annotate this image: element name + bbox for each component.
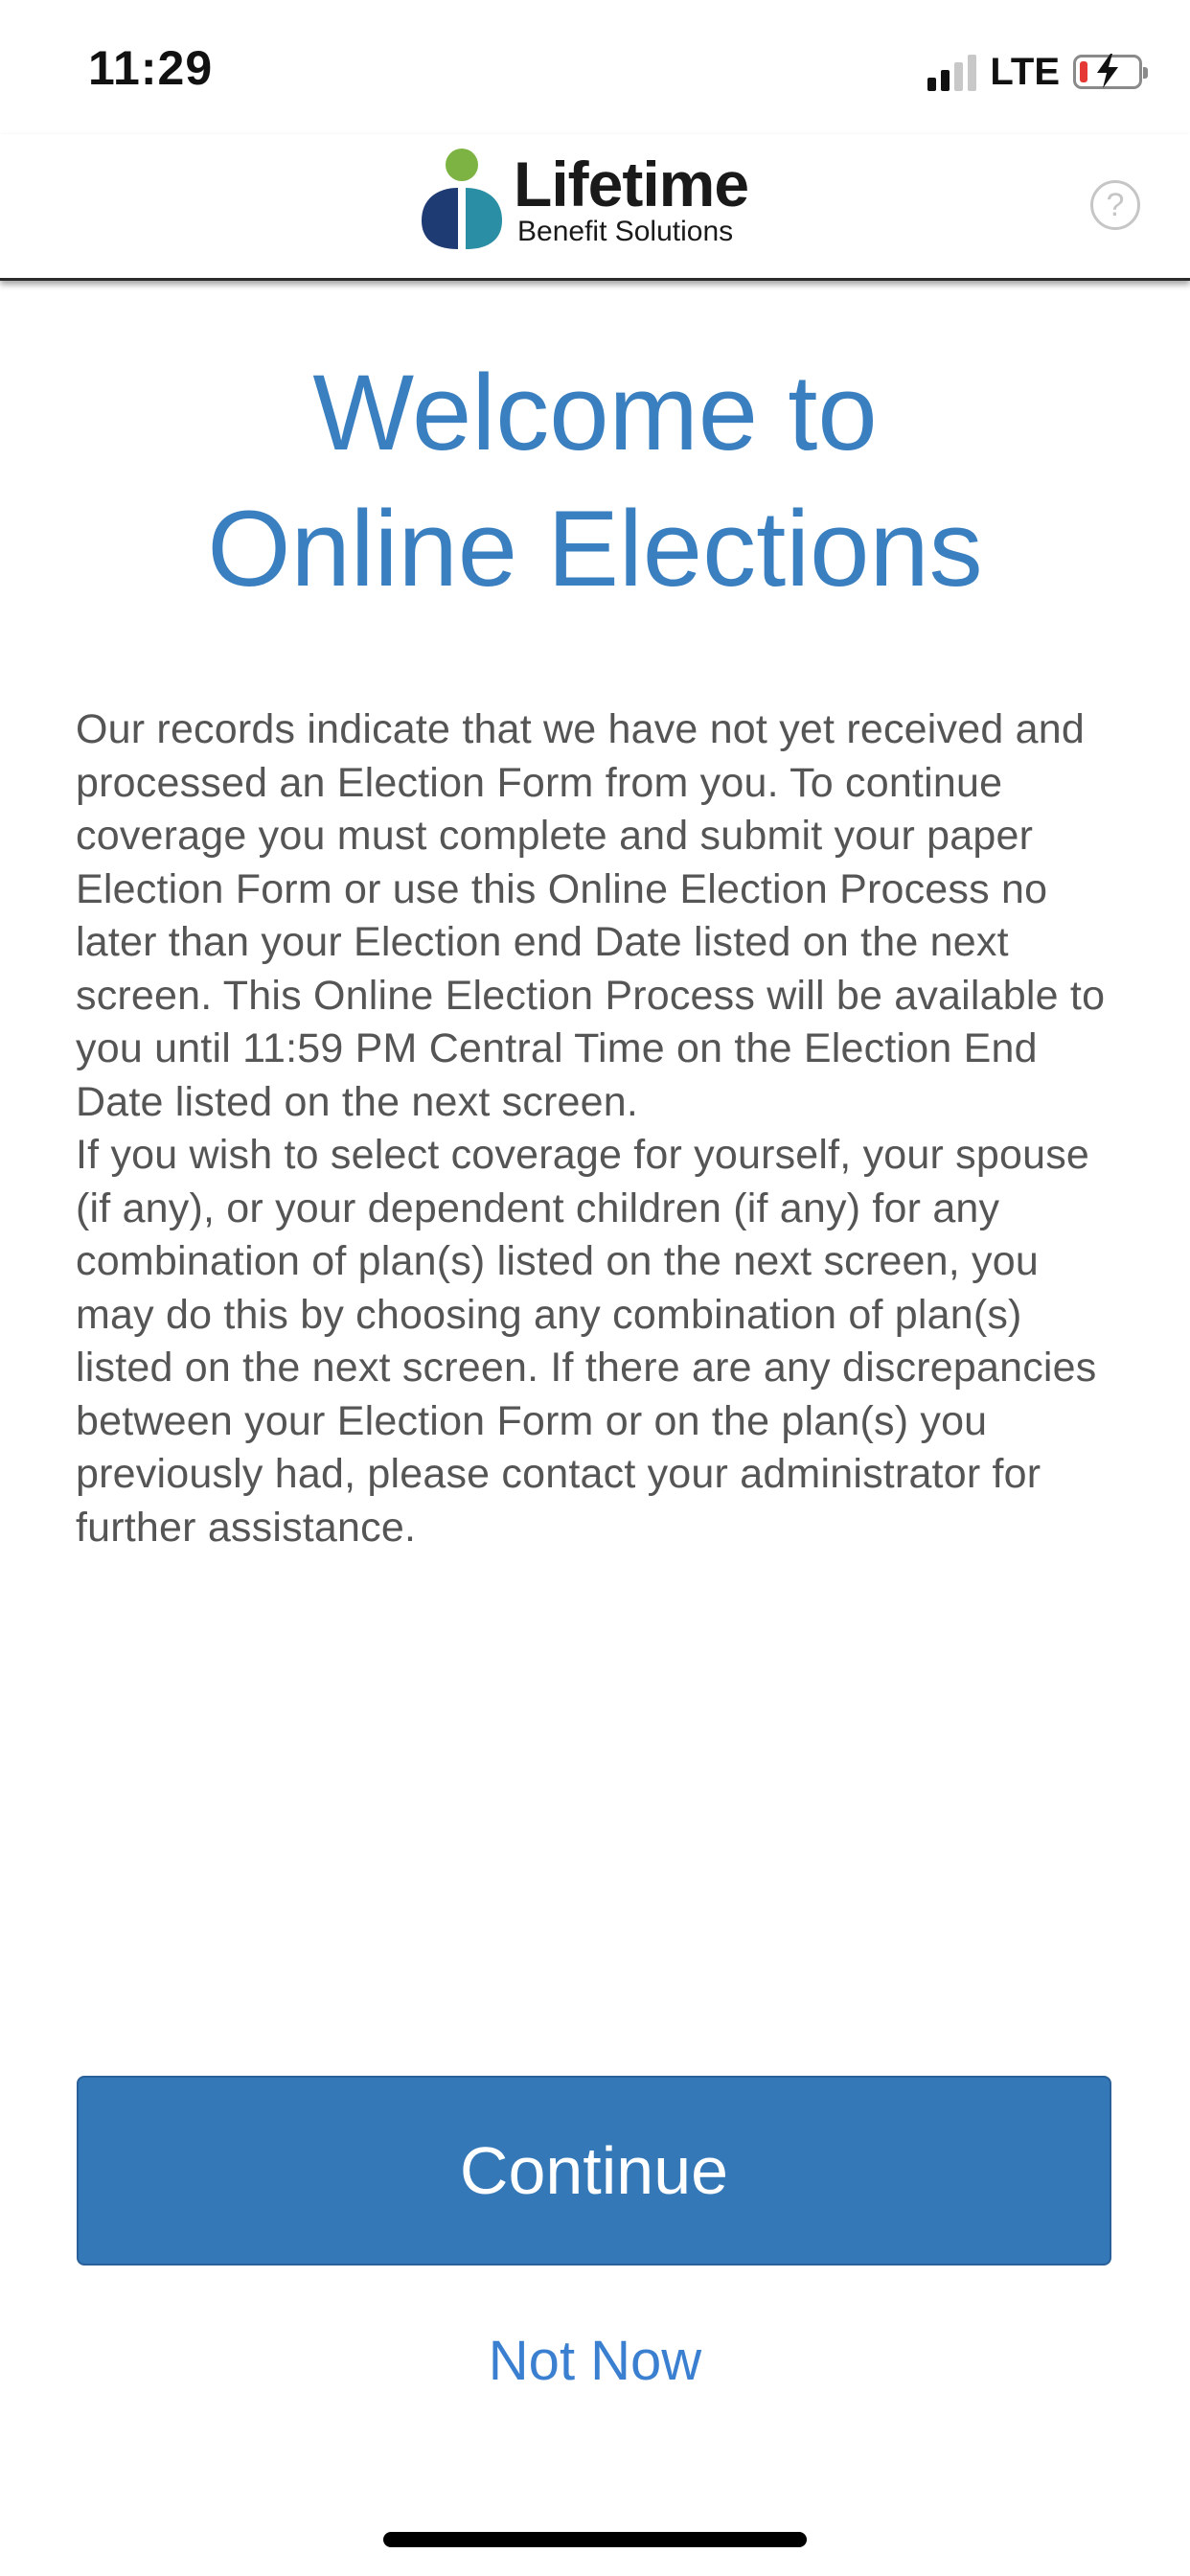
- help-icon[interactable]: [1090, 180, 1140, 230]
- battery-charging-icon: [1073, 55, 1142, 89]
- status-indicators: [927, 48, 1142, 96]
- info-paragraph-2: If you wish to select coverage for yourself, your spouse (if any), or your dependent children (if any) for any combination of plan(s) listed on the next screen, you may do this by choosing any combination of plan(s) listed on the next screen. If there are any discrepancies between your Election Form or on the plan(s) you previously had, please contact your administrator for further assistance.: [76, 1132, 1097, 1551]
- page-title-line1: Welcome to: [312, 353, 878, 472]
- help-icon-glyph: ?: [1106, 186, 1125, 223]
- election-info-text: [76, 703, 1125, 1554]
- page-title-line2: Online Elections: [207, 489, 983, 609]
- network-type: LTE: [990, 50, 1060, 93]
- logo-title: Lifetime: [514, 149, 749, 219]
- logo-mark-icon: [420, 148, 504, 253]
- app-header: [0, 134, 1190, 281]
- lifetime-logo: [420, 148, 748, 253]
- status-time: 11:29: [88, 41, 214, 95]
- home-indicator[interactable]: [383, 2532, 807, 2547]
- not-now-link[interactable]: Not Now: [488, 2330, 702, 2392]
- signal-icon: [927, 53, 976, 91]
- continue-button[interactable]: Continue: [77, 2076, 1111, 2266]
- status-bar: [0, 0, 1190, 134]
- page-title: [0, 345, 1190, 617]
- logo-subtitle: Benefit Solutions: [517, 216, 734, 247]
- info-paragraph-1: Our records indicate that we have not yet received and processed an Election Form from you. To continue coverage you must complete and submit your paper Election Form or use this Online Election Process no later than your Election end Date listed on the next screen. This Online Election Process will be available to you until 11:59 PM Central Time on the Election End Date listed on the next screen.: [76, 706, 1106, 1125]
